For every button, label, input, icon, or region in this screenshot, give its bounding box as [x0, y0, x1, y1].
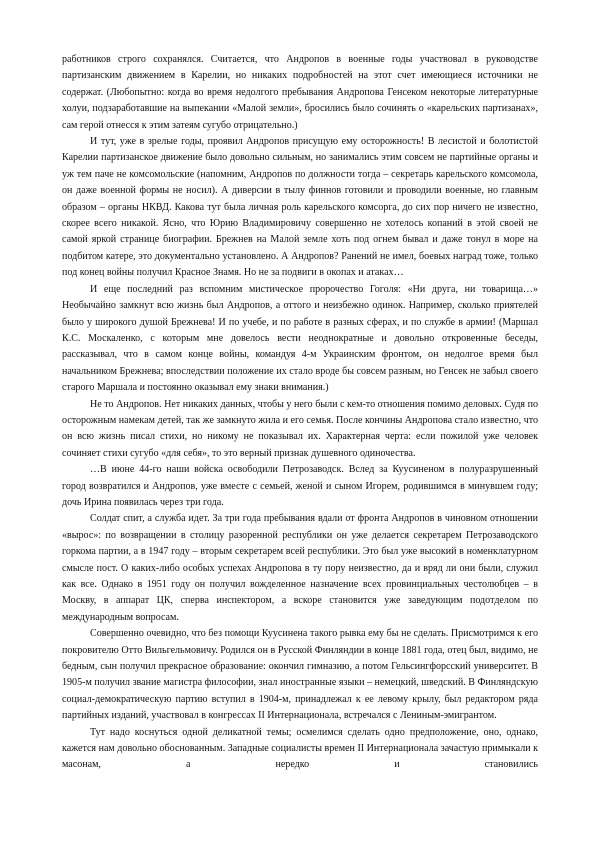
paragraph-6: Солдат спит, а служба идет. За три года пребывания вдали от фронта Андропов в чиновном отношении «вырос»: по возвращении в столицу разоренной республики он уже делается секретарем Петрозаводского горкома партии, а в 1947 году – вторым секретарем всей республики. Это был уже высокий в номенклатурном смысле пост. О каких-либо особых успехах Андропова в ту пору неизвестно, да и вряд ли они были, служил как все. Однако в 1951 году он получил вожделенное назначение всех провинциальных честолюбцев – в Москву, в аппарат ЦК, сперва инспектором, а вскоре становится уже заведующим подотделом по международным вопросам.	[62, 513, 538, 623]
paragraph-8: Тут надо коснуться одной деликатной темы; осмелимся сделать одно предположение, оно, однако, кажется нам довольно обоснованным. Западные социалисты времен II Интернационала зачастую примыкали к масонам, а нередко и становились	[62, 726, 538, 771]
paragraph-3: И еще последний раз вспомним мистическое пророчество Гоголя: «Ни друга, ни товарища…» Необычайно замкнут всю жизнь был Андропов, а оттого и неизбежно одинок. Например, сколько приятелей было у широкого душой Брежнева! И по учебе, и по работе в разных сферах, и по службе в армии! (Маршал К.С. Москаленко, с которым мне довелось вести неоднократные и довольно откровенные беседы, рассказывал, что в самом конце войны, командуя 4-м Украинским фронтом, он недолгое время был начальником Брежнева; впоследствии положение их стало вроде бы совсем разным, но Генсек не забыл своего старого Маршала и постоянно оказывал ему знаки внимания.)	[62, 283, 538, 394]
paragraph-1: работников строго сохранялся. Считается, что Андропов в военные годы участвовал в руководстве партизанским движением в Карелии, но никаких подробностей на этот счет имеющиеся источники не содержат. (Любопытно: когда во время недолгого пребывания Андропова Генсеком некоторые литературные холуи, подзаработавшие на выпекании «Малой земли», бросились было сочинять о «карельских партизанах», сам герой отнесся к этим затеям сугубо отрицательно.)	[62, 54, 538, 131]
page-body-text	[62, 52, 538, 774]
paragraph-7: Совершенно очевидно, что без помощи Куусинена такого рывка ему бы не сделать. Присмотримся к его покровителю Отто Вильгельмовичу. Родился он в Русской Финляндии в конце 1881 года, отец был, видимо, не бедным, сын получил прекрасное образование: окончил гимназию, а потом Гельсингфорсский университет. В 1905-м получил звание магистра философии, знал иностранные языки – немецкий, шведский. В Финляндскую социал-демократическую партию вступил в 1904-м, принадлежал к ее левому крылу, был редактором ряда партийных изданий, участвовал в конгрессах II Интернационала, встречался с Лениным-эмигрантом.	[62, 628, 538, 722]
paragraph-5: …В июне 44-го наши войска освободили Петрозаводск. Вслед за Куусиненом в полуразрушенный город возвратился и Андропов, уже вместе с семьей, женой и сыном Игорем, родившимся в минувшем году; дочь Ирина появилась через три года.	[62, 464, 538, 508]
paragraph-2: И тут, уже в зрелые годы, проявил Андропов присущую ему осторожность! В лесистой и болотистой Карелии партизанское движение было довольно сильным, но занимались этим совсем не партийные органы и уж тем паче не комсомольские (напомним, Андропов по должности тогда – секретарь карельского комсомола, он даже военной формы не носил). А диверсии в тылу финнов готовили и проводили военные, но главным образом – органы НКВД. Какова тут была личная роль карельского комсорга, до сих пор ничего не известно, скорее всего никакой. Ясно, что Юрию Владимировичу совершенно не хотелось копаний в этой своей не самой яркой странице биографии. Брежнев на Малой земле хоть под огнем бывал и даже тонул в море на подбитом катере, это документально установлено. А Андропов? Ранений не имел, боевых наград тоже, только под конец войны получил Красное Знамя. Но не за подвиги в окопах и атаках…	[62, 136, 538, 279]
paragraph-4: Не то Андропов. Нет никаких данных, чтобы у него были с кем-то отношения помимо деловых. Судя по осторожным намекам детей, так же замкнуто жила и его семья. После кончины Андропова стало известно, что он всю жизнь писал стихи, но никому не показывал их. Характерная черта: если пожилой уже человек сочиняет стихи сугубо «для себя», то это верный признак душевного одиночества.	[62, 398, 538, 459]
